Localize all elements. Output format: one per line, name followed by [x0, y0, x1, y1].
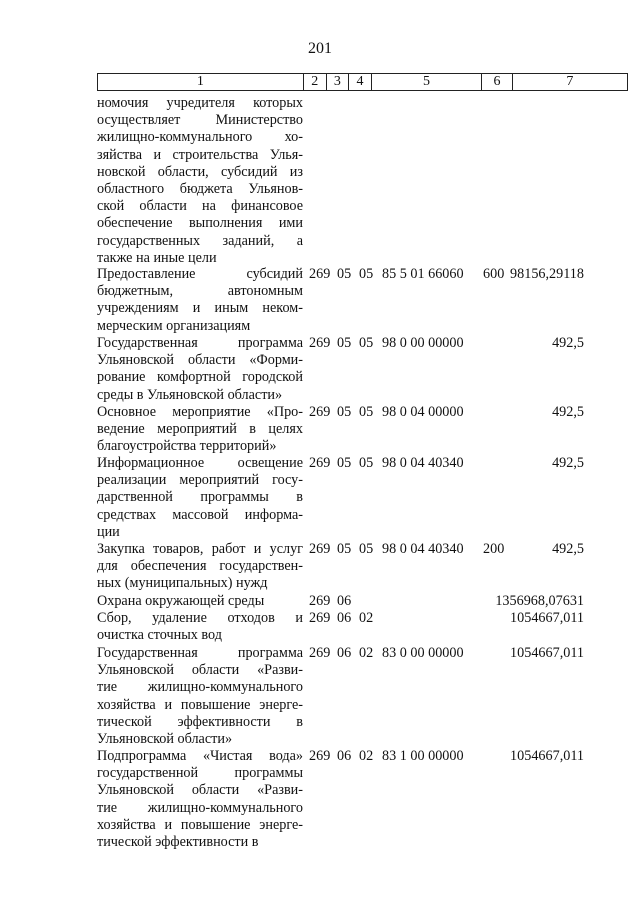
description-line: Подпрограмма «Чистая вода» [97, 748, 303, 764]
row-description [97, 748, 303, 851]
section-code: 06 [337, 593, 352, 609]
description-line: Информационное освещение [97, 455, 303, 471]
description-line: ской области на финансовое [97, 198, 303, 215]
section-code: 06 [337, 748, 352, 764]
expense-type-code: 200 [483, 541, 505, 557]
description-line: для обеспечения государствен- [97, 558, 303, 575]
description-line: обеспечение выполнения ими [97, 215, 303, 232]
section-code: 05 [337, 335, 352, 351]
description-line: хозяйства и повышение энерге- [97, 816, 303, 833]
row-description [97, 610, 303, 644]
description-line: государственных заданий, а [97, 232, 303, 249]
admin-code: 269 [309, 645, 331, 661]
amount: 1356968,07631 [495, 593, 584, 609]
row-description [97, 541, 303, 593]
admin-code: 269 [309, 335, 331, 351]
row-description [97, 335, 303, 404]
row-description [97, 455, 303, 541]
header-col-3: 3 [327, 74, 350, 90]
row-description [97, 404, 303, 456]
subsection-code: 05 [359, 541, 374, 557]
amount: 492,5 [552, 404, 584, 420]
amount: 1054667,011 [510, 645, 584, 661]
description-line: тической эффективности в [97, 713, 303, 730]
header-col-7: 7 [566, 74, 574, 89]
section-code: 05 [337, 404, 352, 420]
admin-code: 269 [309, 748, 331, 764]
description-line: тической эффективности в [97, 833, 259, 850]
amount: 492,5 [552, 541, 584, 557]
description-line: учреждениям и иным неком- [97, 300, 303, 317]
header-col-6: 6 [482, 74, 513, 90]
row-description [97, 645, 303, 748]
subsection-code: 02 [359, 748, 374, 764]
header-col-5: 5 [372, 74, 482, 90]
header-col-2: 2 [304, 74, 327, 90]
amount: 1054667,011 [510, 610, 584, 626]
description-line: областного бюджета Ульянов- [97, 180, 303, 197]
description-line: жилищно-коммунального хо- [97, 129, 303, 146]
description-line: ведение мероприятий в целях [97, 421, 303, 438]
description-line: средствах массовой информа- [97, 506, 303, 523]
description-line: Ульяновской области «Форми- [97, 352, 303, 369]
admin-code: 269 [309, 455, 331, 471]
subsection-code: 05 [359, 404, 374, 420]
section-code: 06 [337, 610, 352, 626]
expense-type-code: 600 [483, 266, 505, 282]
target-article-code: 98 0 04 40340 [382, 541, 464, 557]
description-line: Закупка товаров, работ и услуг [97, 541, 303, 557]
description-line: дарственной программы в [97, 489, 303, 506]
admin-code: 269 [309, 404, 331, 420]
budget-table [97, 73, 628, 91]
description-line: Сбор, удаление отходов и [97, 610, 303, 626]
description-line: рование комфортной городской [97, 369, 303, 386]
description-line: благоустройства территорий» [97, 438, 277, 455]
description-line: среды в Ульяновской области» [97, 386, 283, 403]
description-line: Ульяновской области» [97, 730, 233, 747]
header-col-1: 1 [98, 74, 304, 90]
description-line: хозяйства и повышение энерге- [97, 696, 303, 713]
description-line: Ульяновской области «Разви- [97, 662, 303, 679]
description-line: осуществляет Министерство [97, 112, 303, 129]
amount: 492,5 [552, 335, 584, 351]
description-line: также на иные цели [97, 249, 217, 266]
description-line: Государственная программа [97, 335, 303, 351]
description-line: Государственная программа [97, 645, 303, 661]
row-description [97, 593, 303, 610]
description-line: зяйства и строительства Улья- [97, 146, 303, 163]
row-description [97, 95, 303, 267]
section-code: 05 [337, 455, 352, 471]
description-line: Предоставление субсидий [97, 266, 303, 282]
description-line: ных (муниципальных) нужд [97, 575, 268, 592]
subsection-code: 02 [359, 645, 374, 661]
description-line: бюджетным, автономным [97, 283, 303, 300]
admin-code: 269 [309, 266, 331, 282]
row-description [97, 266, 303, 335]
subsection-code: 05 [359, 266, 374, 282]
description-line: реализации мероприятий госу- [97, 472, 303, 489]
target-article-code: 85 5 01 66060 [382, 266, 464, 282]
amount: 492,5 [552, 455, 584, 471]
admin-code: 269 [309, 610, 331, 626]
admin-code: 269 [309, 593, 331, 609]
target-article-code: 98 0 00 00000 [382, 335, 464, 351]
description-line: Ульяновской области «Разви- [97, 782, 303, 799]
description-line: тие жилищно-коммунального [97, 799, 303, 816]
amount: 1054667,011 [510, 748, 584, 764]
description-line: Охрана окружающей среды [97, 593, 265, 609]
target-article-code: 83 1 00 00000 [382, 748, 464, 764]
header-col-4: 4 [349, 74, 372, 90]
section-code: 05 [337, 541, 352, 557]
description-line: очистка сточных вод [97, 627, 222, 644]
description-line: мерческим организациям [97, 317, 251, 334]
subsection-code: 05 [359, 455, 374, 471]
section-code: 05 [337, 266, 352, 282]
description-line: государственной программы [97, 765, 303, 782]
subsection-code: 02 [359, 610, 374, 626]
description-line: ции [97, 523, 120, 540]
section-code: 06 [337, 645, 352, 661]
table-header [97, 73, 628, 91]
description-line: тие жилищно-коммунального [97, 679, 303, 696]
admin-code: 269 [309, 541, 331, 557]
description-line: Основное мероприятие «Про- [97, 404, 303, 420]
page-number: 201 [308, 40, 332, 57]
subsection-code: 05 [359, 335, 374, 351]
description-line: новской области, субсидий из [97, 163, 303, 180]
target-article-code: 98 0 04 00000 [382, 404, 464, 420]
target-article-code: 83 0 00 00000 [382, 645, 464, 661]
amount: 98156,29118 [510, 266, 584, 282]
description-line: номочия учредителя которых [97, 95, 303, 111]
target-article-code: 98 0 04 40340 [382, 455, 464, 471]
